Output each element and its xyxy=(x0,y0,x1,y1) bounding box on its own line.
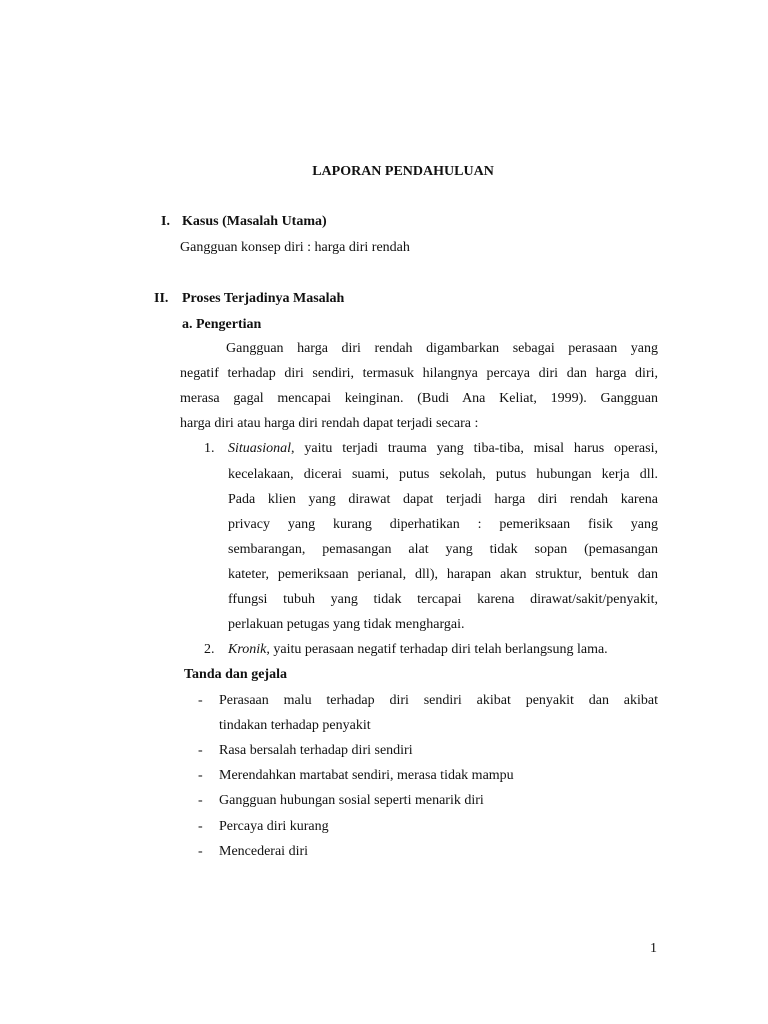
bullet-line: Rasa bersalah terhadap diri sendiri xyxy=(219,743,413,758)
list-item-first-line xyxy=(228,641,608,659)
bullet-line: Perasaan malu terhadap diri sendiri akibat penyakit dan akibat xyxy=(219,693,658,708)
list-item-line: ffungsi tubuh yang tidak tercapai karena dirawat/sakit/penyakit, xyxy=(228,592,658,607)
list-text: , yaitu perasaan negatif terhadap diri telah berlangsung lama. xyxy=(266,642,608,657)
list-item-line: kecelakaan, dicerai suami, putus sekolah, putus hubungan kerja dll. xyxy=(228,467,658,482)
bullet-marker: - xyxy=(198,844,203,859)
subsection-a-heading: a. Pengertian xyxy=(182,317,262,332)
list-item-line: perlakuan petugas yang tidak menghargai. xyxy=(228,617,465,632)
list-item-first-line xyxy=(228,440,658,458)
bullet-marker: - xyxy=(198,768,203,783)
section-2-numeral: II. xyxy=(154,291,169,306)
document-title: LAPORAN PENDAHULUAN xyxy=(312,164,494,179)
section-1-heading: Kasus (Masalah Utama) xyxy=(182,214,327,229)
bullet-line: tindakan terhadap penyakit xyxy=(219,718,371,733)
list-term: Situasional xyxy=(228,441,292,456)
section-2-heading: Proses Terjadinya Masalah xyxy=(182,291,345,306)
bullet-line: Percaya diri kurang xyxy=(219,819,329,834)
paragraph-line: harga diri atau harga diri rendah dapat terjadi secara : xyxy=(180,416,479,431)
bullet-marker: - xyxy=(198,819,203,834)
list-item-line: Pada klien yang dirawat dapat terjadi harga diri rendah karena xyxy=(228,492,658,507)
list-item-line: privacy yang kurang diperhatikan : pemeriksaan fisik yang xyxy=(228,517,658,532)
list-item-line: kateter, pemeriksaan perianal, dll), harapan akan struktur, bentuk dan xyxy=(228,567,658,582)
section-1-numeral: I. xyxy=(161,214,170,229)
list-term: Kronik xyxy=(228,642,267,657)
bullet-line: Gangguan hubungan sosial seperti menarik diri xyxy=(219,793,484,808)
list-item-line: sembarangan, pemasangan alat yang tidak sopan (pemasangan xyxy=(228,542,658,557)
bullet-marker: - xyxy=(198,793,203,808)
list-number: 2. xyxy=(204,642,215,657)
bullet-line: Merendahkan martabat sendiri, merasa tidak mampu xyxy=(219,768,514,783)
signs-heading: Tanda dan gejala xyxy=(184,667,287,682)
paragraph-line: negatif terhadap diri sendiri, termasuk hilangnya percaya diri dan harga diri, xyxy=(180,366,658,381)
bullet-marker: - xyxy=(198,743,203,758)
paragraph-line: merasa gagal mencapai keinginan. (Budi Ana Keliat, 1999). Gangguan xyxy=(180,391,658,406)
section-1-text: Gangguan konsep diri : harga diri rendah xyxy=(180,240,410,255)
bullet-marker: - xyxy=(198,693,203,708)
page-number: 1 xyxy=(650,941,657,956)
list-number: 1. xyxy=(204,441,215,456)
list-text: , yaitu terjadi trauma yang tiba-tiba, misal harus operasi, xyxy=(291,441,658,456)
paragraph-line: Gangguan harga diri rendah digambarkan sebagai perasaan yang xyxy=(226,341,658,356)
bullet-line: Mencederai diri xyxy=(219,844,309,859)
